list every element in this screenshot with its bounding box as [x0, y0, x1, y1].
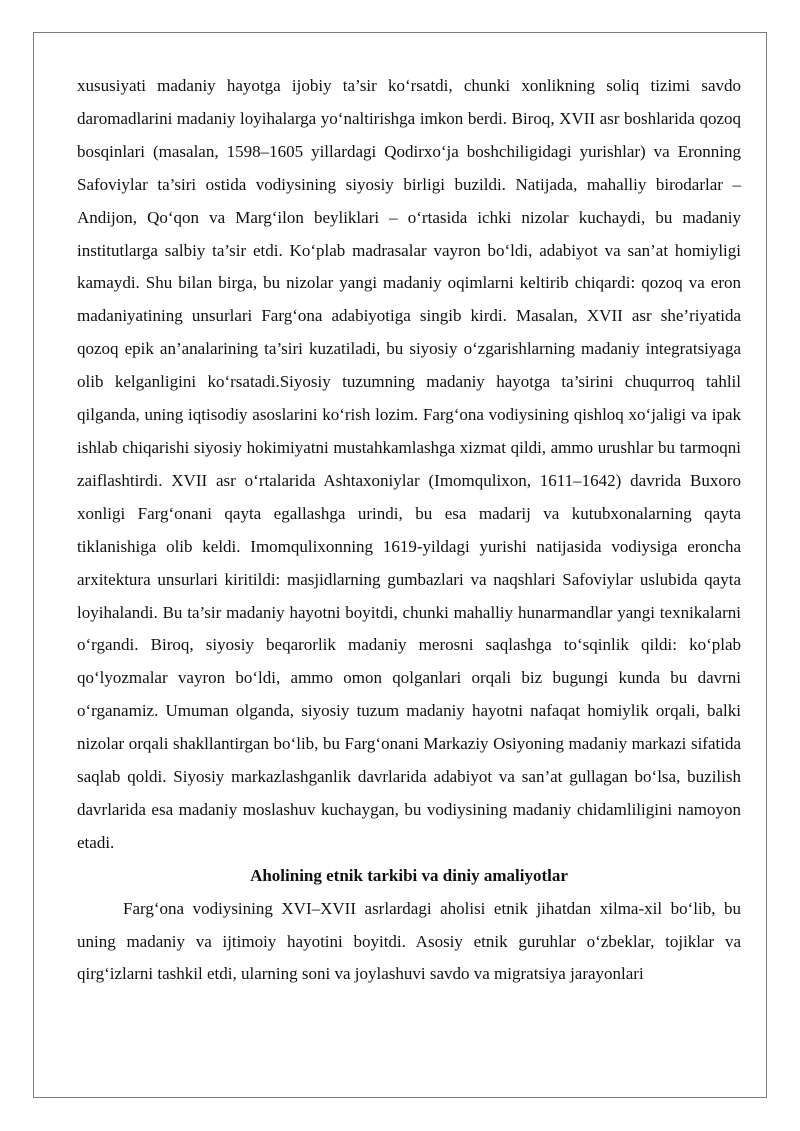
body-paragraph: Farg‘ona vodiysining XVI–XVII asrlardagi aholisi etnik jihatdan xilma-xil bo‘lib, bu uning madaniy va ijtimoiy hayotini boyitdi. Asosiy etnik guruhlar o‘zbeklar, tojiklar va qirg‘izlarni tashkil etdi, ularning soni va joylashuvi savdo va migratsiya jarayonlari — [77, 898, 741, 984]
document-body — [77, 70, 741, 991]
section-heading: Aholining etnik tarkibi va diniy amaliyotlar — [250, 865, 568, 885]
body-paragraph: xususiyati madaniy hayotga ijobiy ta’sir ko‘rsatdi, chunki xonlikning soliq tizimi savdo daromadlarini madaniy loyihalarga yo‘naltirishga imkon berdi. Biroq, XVII asr boshlarida qozoq bosqinlari (masalan, 1598–1605 yillardagi Qodirxo‘ja boshchiligidagi yurishlar) va Eronning Safoviylar ta’siri ostida vodiysining siyosiy birligi buzildi. Natijada, mahalliy birodarlar – Andijon, Qo‘qon va Marg‘ilon beyliklari – o‘rtasida ichki nizolar kuchaydi, bu madaniy institutlarga salbiy ta’sir etdi. Ko‘plab madrasalar vayron bo‘ldi, adabiyot va san’at homiyligi kamaydi. Shu bilan birga, bu nizolar yangi madaniy oqimlarni keltirib chiqardi: qozoq va eron madaniyatining unsurlari Farg‘ona adabiyotiga singib kirdi. Masalan, XVII asr she’riyatida qozoq epik an’analarining ta’siri kuzatiladi, bu siyosiy o‘zgarishlarning madaniy integratsiyaga olib kelganligini ko‘rsatadi.Siyosiy tuzumning madaniy hayotga ta’sirini chuqurroq tahlil qilganda, uning iqtisodiy asoslarini ko‘rish lozim. Farg‘ona vodiysining qishloq xo‘jaligi va ipak ishlab chiqarishi siyosiy hokimiyatni mustahkamlashga xizmat qildi, ammo urushlar bu tarmoqni zaiflashtirdi. XVII asr o‘rtalarida Ashtaxoniylar (Imomqulixon, 1611–1642) davrida Buxoro xonligi Farg‘onani qayta egallashga urindi, bu esa madarij va kutubxonalarning qayta tiklanishiga olib keldi. Imomqulixonning 1619-yildagi yurishi natijasida vodiysiga eroncha arxitektura unsurlari kiritildi: masjidlarning gumbazlari va naqshlari Safoviylar uslubida qayta loyihalandi. Bu ta’sir madaniy hayotni boyitdi, chunki mahalliy hunarmandlar yangi texnikalarni o‘rgandi. Biroq, siyosiy beqarorlik madaniy merosni saqlashga to‘sqinlik qildi: ko‘plab qo‘lyozmalar vayron bo‘ldi, ammo omon qolganlari orqali biz bugungi kunda bu davrni o‘rganamiz. Umuman olganda, siyosiy tuzum madaniy hayotni nafaqat homiylik orqali, balki nizolar orqali shakllantirgan bo‘lib, bu Farg‘onani Markaziy Osiyoning madaniy markazi sifatida saqlab qoldi. Siyosiy markazlashganlik davrlarida adabiyot va san’at gullagan bo‘lsa, buzilish davrlarida esa madaniy moslashuv kuchaygan, bu vodiysining madaniy chidamliligini namoyon etadi. — [77, 76, 741, 852]
